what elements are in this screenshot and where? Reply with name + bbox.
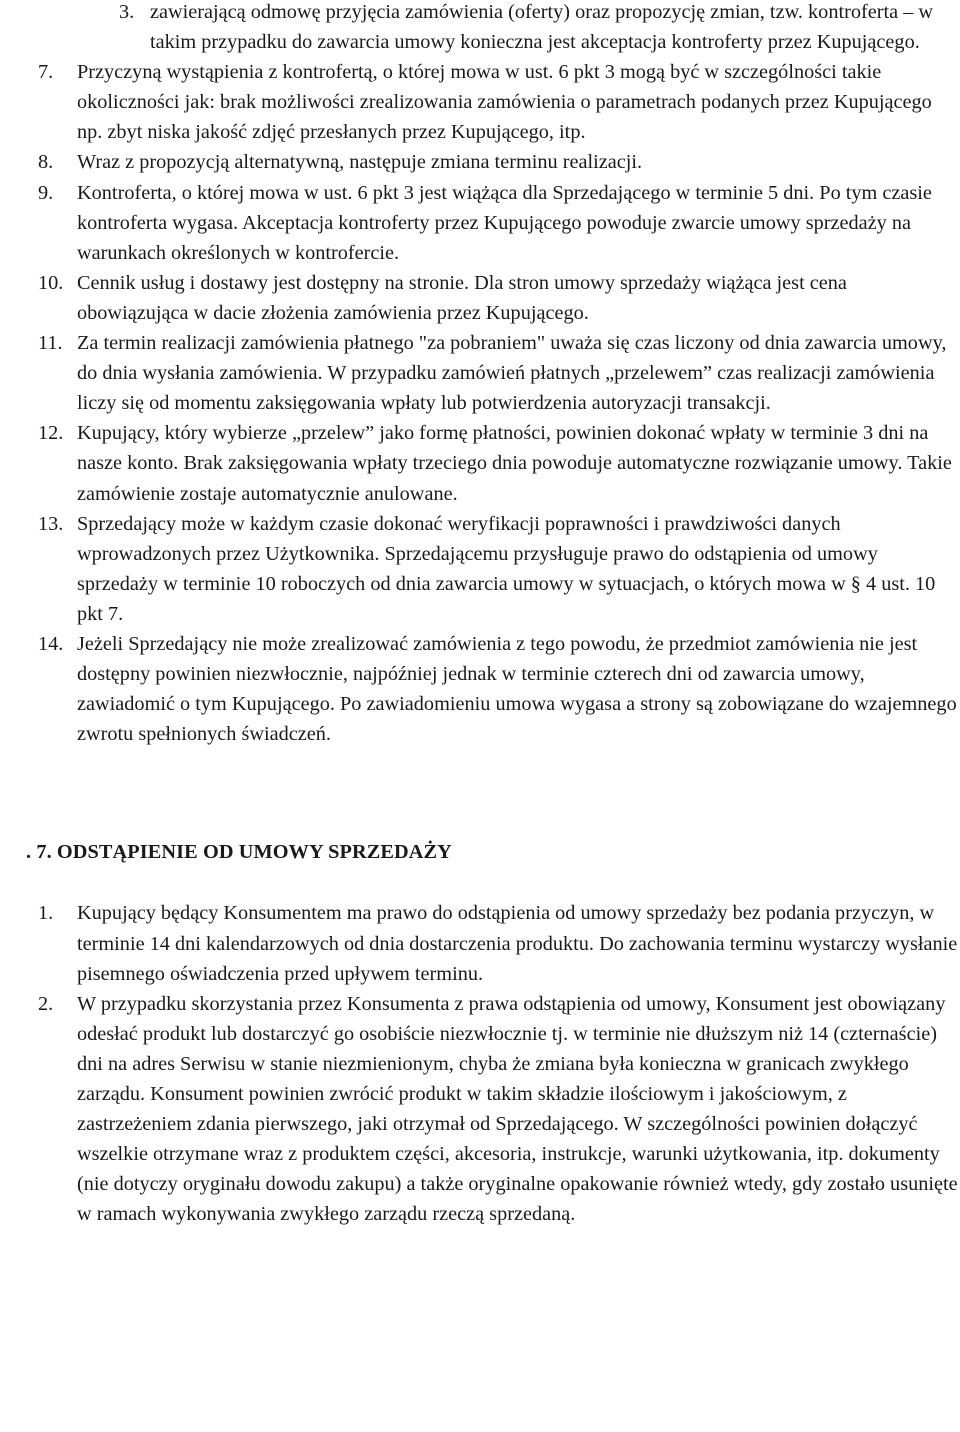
list-item-text: Sprzedający może w każdym czasie dokonać weryfikacji poprawności i prawdziwości danych wprowadzonych przez Użytkownika. Sprzedającemu przysługuje prawo do odstąpienia od umowy sprzedaży w terminie 10 roboczych od dnia zawarcia umowy w sytuacjach, o których mowa w § 4 ust. 10 pkt 7.	[77, 512, 936, 625]
list-item-text: Kontroferta, o której mowa w ust. 6 pkt 3 jest wiążąca dla Sprzedającego w terminie 5 dni. Po tym czasie kontroferta wygasa. Akceptacja kontroferty przez Kupującego powoduje zwarcie umowy sprzedaży na warunkach określonych w kontrofercie.	[77, 181, 932, 264]
list-item-text: Wraz z propozycją alternatywną, następuje zmiana terminu realizacji.	[77, 151, 643, 174]
list-item	[0, 509, 960, 629]
list-item	[0, 178, 960, 268]
list-item	[0, 629, 960, 749]
list-item	[0, 989, 960, 1230]
list-item-text: Przyczyną wystąpienia z kontrofertą, o której mowa w ust. 6 pkt 3 mogą być w szczególności takie okoliczności jak: brak możliwości zrealizowania zamówienia o parametrach podanych przez Kupującego np. zbyt niska jakość zdjęć przesłanych przez Kupującego, itp.	[77, 61, 932, 144]
list-item-number: 12.	[38, 422, 64, 445]
list-item	[0, 57, 960, 147]
list-item-number: 13.	[38, 512, 64, 535]
list-item-number: 9.	[38, 181, 54, 204]
list-item-number: 10.	[38, 271, 64, 294]
list-item-text: Za termin realizacji zamówienia płatnego "za pobraniem" uważa się czas liczony od dnia zawarcia umowy, do dnia wysłania zamówienia. W przypadku zamówień płatnych „przelewem” czas realizacji zamówienia liczy się od momentu zaksięgowania wpłaty lub potwierdzenia autoryzacji transakcji.	[77, 332, 947, 415]
list-item	[0, 147, 960, 177]
list-item-number: 14.	[38, 632, 64, 655]
list-item-number: 1.	[38, 902, 54, 925]
list-item-text: W przypadku skorzystania przez Konsumenta z prawa odstąpienia od umowy, Konsument jest obowiązany odesłać produkt lub dostarczyć go osobiście niezwłocznie tj. w terminie nie dłuższym niż 14 (czternaście) dni na adres Serwisu w stanie niezmienionym, chyba że zmiana była konieczna w granicach zwykłego zarządu. Konsument powinien zwrócić produkt w takim składzie ilościowym i jakościowym, z zastrzeżeniem zdania pierwszego, jaki otrzymał od Sprzedającego. W szczególności powinien dołączyć wszelkie otrzymane wraz z produktem części, akcesoria, instrukcje, warunki użytkowania, itp. dokumenty (nie dotyczy oryginału dowodu zakupu) a także oryginalne opakowanie również wtedy, gdy zostało usunięte w ramach wykonywania zwykłego zarządu rzeczą sprzedaną.	[77, 992, 958, 1226]
list-item	[0, 268, 960, 328]
list-item-number: 7.	[38, 61, 54, 84]
list-item-number: 2.	[38, 992, 54, 1015]
list-item-number: 11.	[38, 332, 63, 355]
list-item	[0, 0, 960, 57]
list-item	[0, 418, 960, 508]
list-item-number: 3.	[119, 1, 135, 23]
list-item-text: Jeżeli Sprzedający nie może zrealizować zamówienia z tego powodu, że przedmiot zamówienia nie jest dostępny powinien niezwłocznie, najpóźniej jednak w terminie czterech dni od zawarcia umowy, zawiadomić o tym Kupującego. Po zawiadomieniu umowa wygasa a strony są zobowiązane do wzajemnego zwrotu spełnionych świadczeń.	[77, 632, 957, 746]
list-item-text: Cennik usług i dostawy jest dostępny na stronie. Dla stron umowy sprzedaży wiążąca jest cena obowiązująca w dacie złożenia zamówienia przez Kupującego.	[77, 271, 847, 324]
section-heading: . 7. ODSTĄPIENIE OD UMOWY SPRZEDAŻY	[26, 841, 452, 864]
list-item-text: Kupujący, który wybierze „przelew” jako formę płatności, powinien dokonać wpłaty w terminie 3 dni na nasze konto. Brak zaksięgowania wpłaty trzeciego dnia powoduje automatyczne rozwiązanie umowy. Takie zamówienie zostaje automatycznie anulowane.	[77, 422, 952, 505]
list-item-text: Kupujący będący Konsumentem ma prawo do odstąpienia od umowy sprzedaży bez podania przyczyn, w terminie 14 dni kalendarzowych od dnia dostarczenia produktu. Do zachowania terminu wystarczy wysłanie pisemnego oświadczenia przed upływem terminu.	[77, 902, 958, 985]
list-item-number: 8.	[38, 151, 54, 174]
list-item-text: zawierającą odmowę przyjęcia zamówienia (oferty) oraz propozycję zmian, tzw. kontroferta – w takim przypadku do zawarcia umowy konieczna jest akceptacja kontroferty przez Kupującego.	[150, 1, 934, 54]
list-item	[0, 328, 960, 418]
list-item	[0, 898, 960, 988]
